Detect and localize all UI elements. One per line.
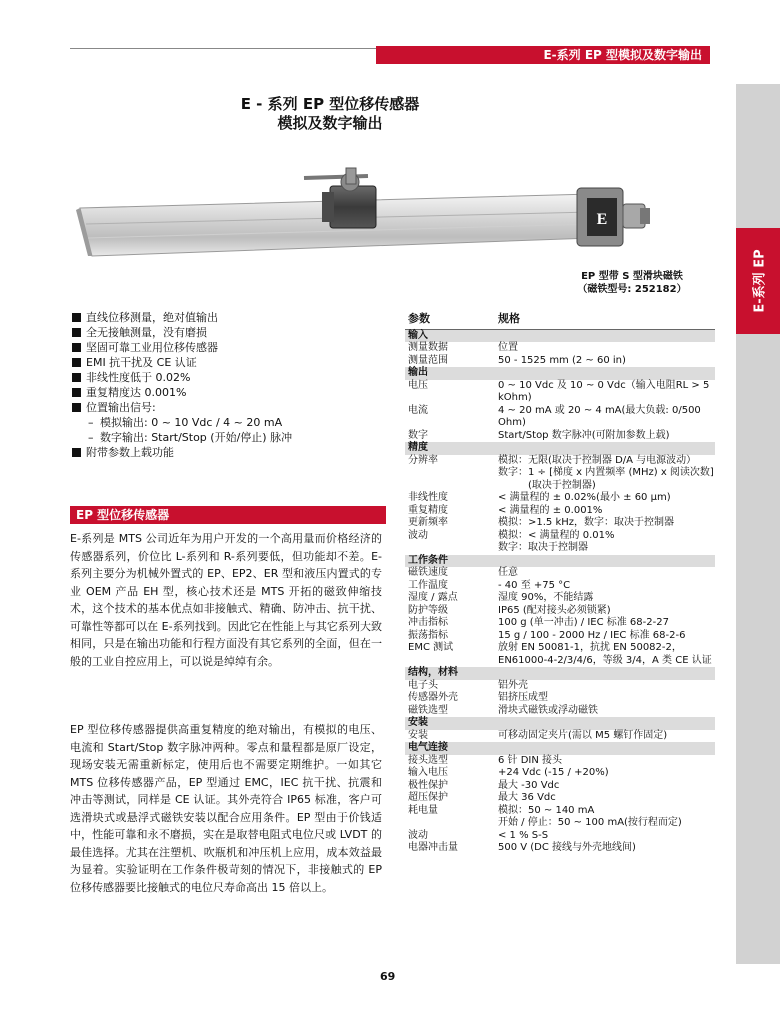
feature-list [72,310,372,460]
spec-key [405,480,495,493]
feature-item: 非线性度低于 0.02% [72,370,372,385]
spec-value: 模拟：无限(取决于控制器 D/A 与电源波动） [498,454,697,466]
spec-value: 最大 36 Vdc [498,792,556,803]
spec-key: 测量数据 [408,342,448,353]
side-tab-label: E-系列 EP [752,249,768,313]
page-title [200,95,460,133]
spec-value [495,442,715,455]
spec-row [405,680,715,693]
spec-row [405,567,715,580]
spec-section-row [405,717,715,730]
spec-key: 极性保护 [408,779,448,791]
spec-row [405,830,715,843]
spec-row [405,580,715,593]
spec-value [495,555,715,568]
spec-row [405,792,715,805]
spec-value: 数字：取决于控制器 [498,542,588,553]
spec-value: 6 针 DIN 接头 [498,754,563,766]
spec-key [405,817,495,830]
spec-row [405,355,715,368]
spec-row [405,617,715,630]
spec-value: 模拟：>1.5 kHz，数字：取决于控制器 [498,517,675,528]
spec-value: 位置 [498,342,518,353]
spec-value: 湿度 90%，不能结露 [498,592,594,603]
spec-value [495,717,715,730]
spec-key: 分辨率 [408,454,438,466]
spec-key: 电器冲击量 [408,842,458,853]
spec-section-row [405,367,715,380]
spec-value: 15 g / 100 - 2000 Hz / IEC 标准 68-2-6 [498,629,686,641]
spec-value: 100 g (单一冲击) / IEC 标准 68-2-27 [498,617,669,628]
spec-row [405,380,715,405]
spec-row [405,730,715,743]
spec-row [405,705,715,718]
spec-row [405,505,715,518]
spec-key: 湿度 / 露点 [408,592,458,603]
spec-header-row [405,313,715,329]
feature-item: 附带参数上载功能 [72,445,372,460]
feature-item: EMI 抗干扰及 CE 认证 [72,355,372,370]
spec-key: 精度 [405,442,495,455]
spec-key: EMC 测试 [408,642,454,653]
spec-key: 波动 [408,529,428,541]
spec-key: 结构，材料 [405,667,495,680]
spec-key: 冲击指标 [408,617,448,628]
spec-section-row [405,667,715,680]
spec-header-spec: 规格 [495,313,715,329]
side-tab [736,228,780,334]
spec-row [405,630,715,643]
spec-value [495,367,715,380]
spec-value: Start/Stop 数字脉冲(可附加参数上载) [498,429,670,441]
spec-key: 电流 [408,404,428,416]
feature-item: 位置输出信号: [72,400,372,415]
head-label: E [596,211,608,228]
spec-row [405,480,715,493]
spec-value: 最大 -30 Vdc [498,779,560,791]
side-bar [736,84,780,964]
header-tag: E-系列 EP 型模拟及数字输出 [376,46,710,64]
spec-key: 输出 [405,367,495,380]
spec-row [405,755,715,768]
feature-item: 直线位移测量，绝对值输出 [72,310,372,325]
spec-value: 可移动固定夹片(需以 M5 螺钉作固定) [498,729,668,741]
spec-key: 超压保护 [408,792,448,803]
spec-value: 铝挤压成型 [498,692,548,703]
spec-key [405,655,495,668]
spec-key: 工作温度 [408,579,448,591]
title-line-1: E - 系列 EP 型位移传感器 [240,95,420,113]
spec-value: 放射 EN 50081-1，抗扰 EN 50082-2， [498,642,682,653]
spec-value: 模拟：50 ~ 140 mA [498,804,595,816]
page-number: 69 [380,970,396,983]
spec-value: < 满量程的 ± 0.001% [498,504,603,516]
spec-value: 50 - 1525 mm (2 ~ 60 in) [498,354,626,366]
feature-item: 重复精度达 0.001% [72,385,372,400]
spec-section-row [405,442,715,455]
spec-row [405,817,715,830]
body-paragraph-1: E-系列是 MTS 公司近年为用户开发的一个高用量而价格经济的传感器系列，价位比 L-系列和 R-系列要低，但功能却不差。E-系列主要分为机械外置式的 EP、EP2、ER 型和液压内置式的专业 OEM 产品 EH 型，核心技术还是 MTS 开拓的磁致伸缩技术，这个技术的基本优点如非接触式、精确、防冲击、抗干扰、可靠性等都可以在 E-系列找到。因此它在性能上与其它系列大致相同，只是在输出功能和行程方面没有其它系列的全面，但在一般的工业自控应用上，可以说是绰绰有余。 [70,532,382,668]
spec-key: 磁铁速度 [408,567,448,578]
spec-key: 重复精度 [408,504,448,516]
spec-row [405,805,715,818]
spec-row [405,542,715,555]
spec-key: 传感器外壳 [408,692,458,703]
spec-key: 电气连接 [405,742,495,755]
sensor-product-image [72,158,652,268]
spec-key: 波动 [408,829,428,841]
spec-key [405,467,495,480]
spec-key: 接头选型 [408,754,448,766]
caption-line-2: （磁铁型号: 252182） [577,284,687,295]
spec-row [405,605,715,618]
spec-key: 防护等级 [408,604,448,616]
body-paragraph-2: EP 型位移传感器提供高重复精度的绝对输出，有模拟的电压、电流和 Start/Stop 数字脉冲两种。零点和量程都是原厂设定，现场安装无需重新标定，使用后也不需要定期维护。一如其它 MTS 位移传感器产品，EP 型通过 EMC，IEC 抗干扰、抗震和冲击等测试，同样是 CE 认证。其外壳符合 IP65 标准，客户可选滑块式或悬浮式磁铁安装以配合应用条件。EP 型由于价钱适中，性能可靠和永不磨损，实在是取替电阻式电位尺或 LVDT 的最佳选择。尤其在注塑机、吹瓶机和冲压机上应用，成本效益最为显着。实验证明在工作条件极苛刻的情况下，非接触式的 EP 位移传感器要比接触式的电位尺寿命高出 15 倍以上。 [70,723,382,894]
spec-section-row [405,329,715,342]
spec-row [405,780,715,793]
spec-key: 耗电量 [408,804,438,816]
spec-value: 模拟：< 满量程的 0.01% [498,529,615,541]
feature-item: 全无接触测量，没有磨损 [72,325,372,340]
spec-value: 滑块式磁铁或浮动磁铁 [498,704,598,716]
spec-header-param: 参数 [405,313,495,329]
spec-key: 测量范围 [408,354,448,366]
spec-key: 电压 [408,379,428,391]
caption-line-1: EP 型带 S 型滑块磁铁 [581,271,683,282]
spec-value: IP65 (配对接头必须锁紧) [498,604,611,616]
spec-row [405,492,715,505]
spec-value: 任意 [498,567,518,578]
feature-subitem: – 数字输出: Start/Stop (开始/停止) 脉冲 [72,430,372,445]
slider-magnet [330,186,376,228]
spec-key: 电子头 [408,679,438,691]
spec-value: 开始 / 停止：50 ~ 100 mA(按行程而定) [498,817,682,828]
spec-row [405,592,715,605]
spec-key: 更新频率 [408,517,448,528]
image-caption [577,270,687,296]
spec-key: 输入电压 [408,767,448,778]
spec-section-row [405,555,715,568]
spec-table [405,313,715,855]
feature-subitem: – 模拟输出: 0 ~ 10 Vdc / 4 ~ 20 mA [72,415,372,430]
spec-row [405,342,715,355]
spec-row [405,455,715,468]
spec-key: 工作条件 [405,555,495,568]
spec-value: 4 ~ 20 mA 或 20 ~ 4 mA(最大负载: 0/500 Ohm) [498,404,701,428]
spec-value: 铝外壳 [498,679,528,691]
title-line-2: 模拟及数字输出 [277,114,383,132]
spec-row [405,642,715,655]
spec-row [405,842,715,855]
spec-value [495,742,715,755]
spec-key: 振荡指标 [408,629,448,641]
spec-key: 非线性度 [408,492,448,503]
spec-row [405,430,715,443]
spec-value [495,667,715,680]
spec-value: EN61000-4-2/3/4/6，等级 3/4，A 类 CE 认证 [498,654,712,666]
spec-value: +24 Vdc (-15 / +20%) [498,767,609,778]
spec-value: - 40 至 +75 °C [498,579,571,591]
spec-row [405,405,715,430]
spec-row [405,530,715,543]
spec-value [495,329,715,342]
spec-row [405,767,715,780]
spec-key: 安装 [408,729,428,741]
spec-key: 数字 [408,429,428,441]
section-title: EP 型位移传感器 [70,506,386,524]
spec-key: 输入 [405,329,495,342]
spec-key [405,542,495,555]
spec-section-row [405,742,715,755]
spec-key: 安装 [405,717,495,730]
spec-value: 数字：1 ÷ [梯度 x 内置频率 (MHz) x 阅读次数] [498,467,714,478]
spec-value: < 满量程的 ± 0.02%(最小 ± 60 μm) [498,492,671,503]
spec-row [405,692,715,705]
spec-key: 磁铁选型 [408,704,448,716]
spec-value: 500 V (DC 接线与外壳地线间) [498,842,636,853]
spec-value: (取决于控制器) [498,479,596,491]
spec-value: 0 ~ 10 Vdc 及 10 ~ 0 Vdc（输入电阻RL > 5 kOhm) [498,379,710,403]
spec-row [405,467,715,480]
spec-row [405,517,715,530]
feature-item: 坚固可靠工业用位移传感器 [72,340,372,355]
spec-row [405,655,715,668]
spec-value: < 1 % S-S [498,829,549,841]
